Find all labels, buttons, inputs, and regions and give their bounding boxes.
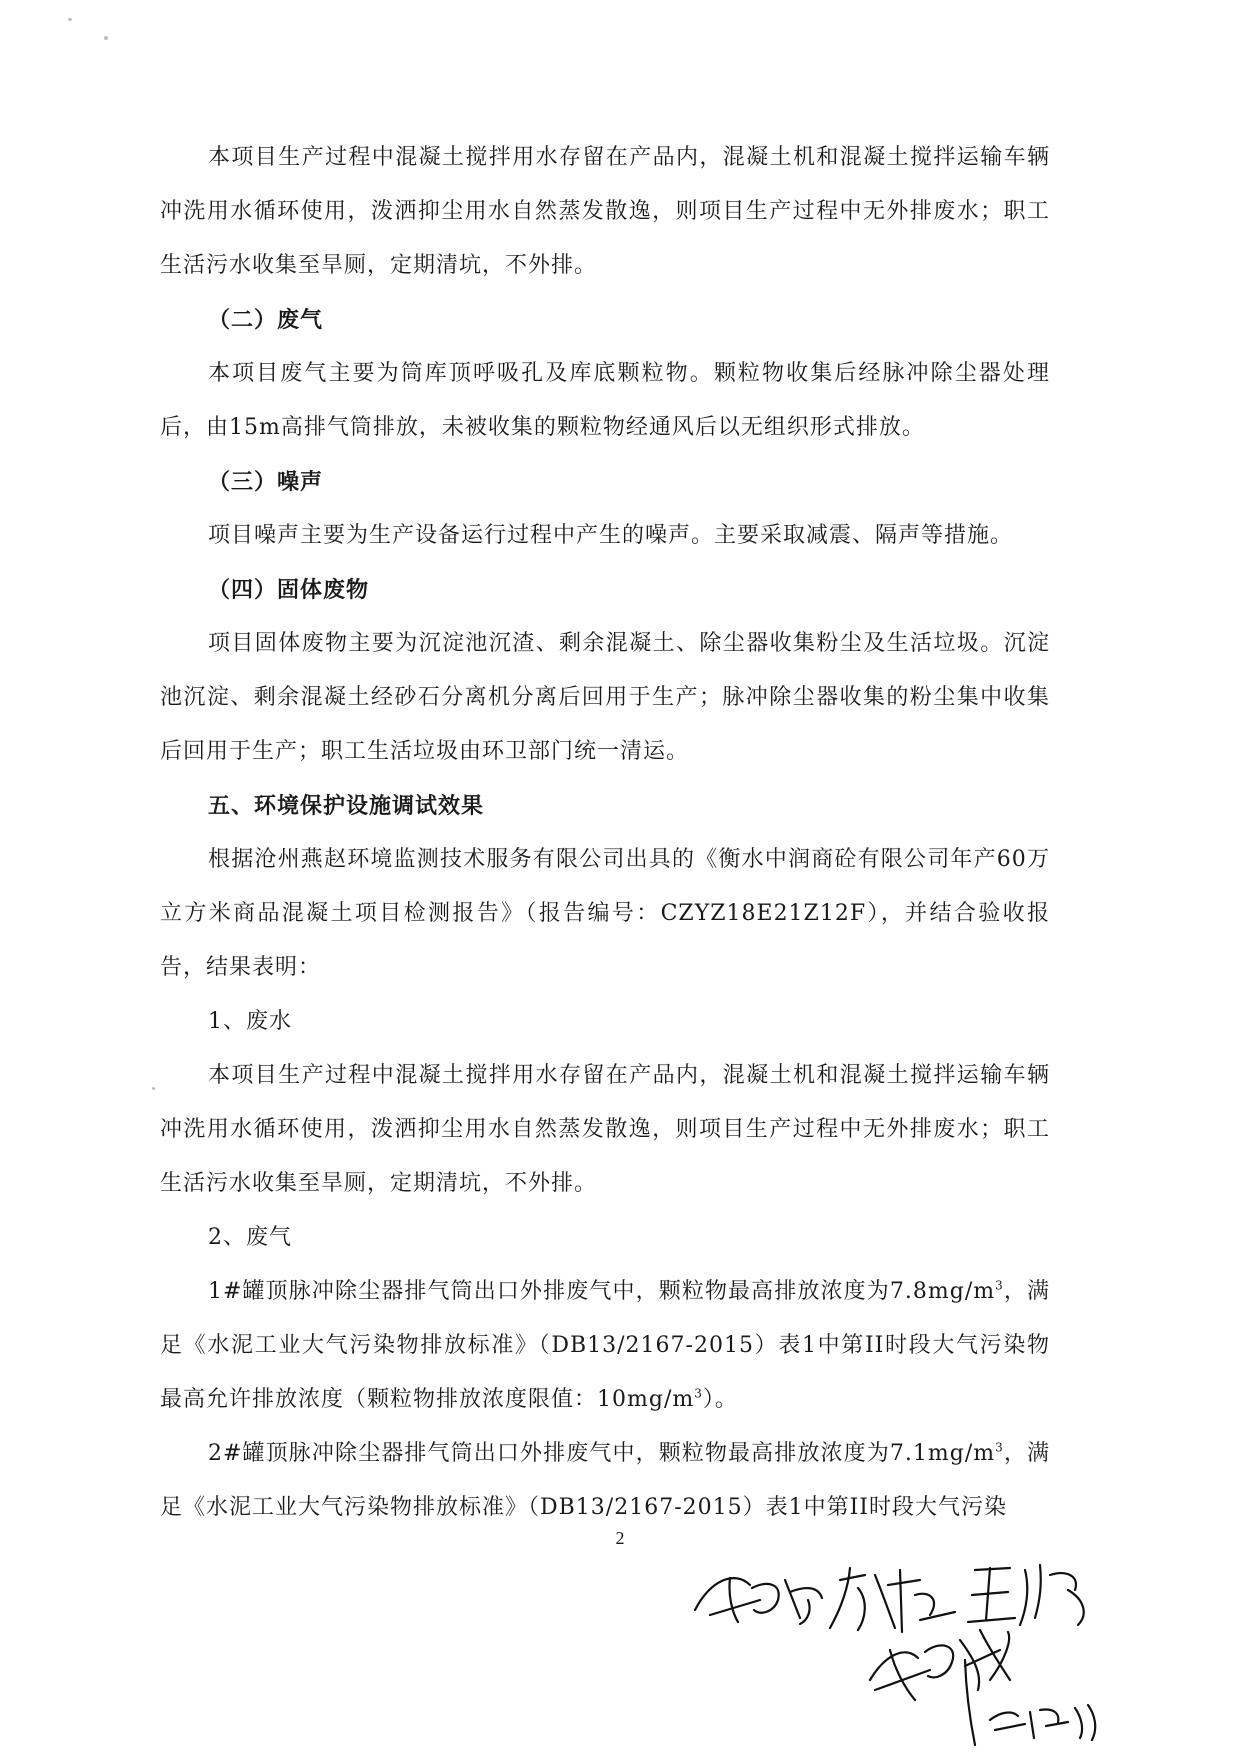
emission-1-tail: ）。 bbox=[702, 1387, 738, 1412]
signature-1 bbox=[695, 1578, 822, 1624]
paragraph-emission-2 bbox=[160, 1427, 1050, 1535]
paragraph-wastewater-summary: 本项目生产过程中混凝土搅拌用水存留在产品内，混凝土机和混凝土搅拌运输车辆冲洗用水循环使用，泼洒抑尘用水自然蒸发散逸，则项目生产过程中无外排废水；职工生活污水收集至旱厕，定期清坑，不外排。 bbox=[160, 145, 1050, 278]
heading-noise: （三）噪声 bbox=[208, 469, 324, 495]
signature-4 bbox=[870, 1630, 1010, 1700]
scan-speck bbox=[104, 36, 108, 40]
paragraph-solid-waste: 项目固体废物主要为沉淀池沉渣、剩余混凝土、除尘器收集粉尘及生活垃圾。沉淀池沉淀、剩余混凝土经砂石分离机分离后回用于生产；脉冲除尘器收集的粉尘集中收集后回用于生产；职工生活垃圾由环卫部门统一清运。 bbox=[160, 631, 1050, 764]
emission-1-unit-sup: 3 bbox=[995, 1278, 1004, 1293]
emission-2-lead: 2#罐顶脉冲除尘器排气筒出口外排废气中，颗粒物最高排放浓度为7.1mg/m bbox=[208, 1441, 996, 1466]
paragraph-wastewater-result: 本项目生产过程中混凝土搅拌用水存留在产品内，混凝土机和混凝土搅拌运输车辆冲洗用水循环使用，泼洒抑尘用水自然蒸发散逸，则项目生产过程中无外排废水；职工生活污水收集至旱厕，定期清坑，不外排。 bbox=[160, 1063, 1050, 1196]
scan-speck bbox=[68, 18, 72, 21]
heading-solid-waste: （四）固体废物 bbox=[208, 577, 370, 603]
paragraph-emission-1 bbox=[160, 1265, 1050, 1427]
paragraph-report-basis: 根据沧州燕赵环境监测技术服务有限公司出具的《衡水中润商砼有限公司年产60万立方米商品混凝土项目检测报告》（报告编号：CZYZ18E21Z12F），并结合验收报告，结果表明： bbox=[160, 847, 1050, 980]
paragraph-exhaust-gas: 本项目废气主要为筒库顶呼吸孔及库底颗粒物。颗粒物收集后经脉冲除尘器处理后，由15m高排气筒排放，未被收集的颗粒物经通风后以无组织形式排放。 bbox=[160, 361, 1050, 440]
handwritten-signatures bbox=[690, 1540, 1230, 1750]
emission-1-limit-sup: 3 bbox=[694, 1386, 703, 1401]
signature-2 bbox=[830, 1568, 955, 1632]
scan-speck bbox=[152, 1087, 155, 1090]
emission-1-lead: 1#罐顶脉冲除尘器排气筒出口外排废气中，颗粒物最高排放浓度为7.8mg/m bbox=[208, 1279, 996, 1304]
subheading-wastewater: 1、废水 bbox=[208, 1009, 292, 1034]
emission-1-mid: ，满足《水泥工业大气污染物排放标准》（DB13/2167-2015）表1中第II时段大气污染物最高允许排放浓度（颗粒物排放浓度限值：10mg/m bbox=[160, 1279, 1050, 1412]
signature-block bbox=[690, 1540, 1230, 1750]
subheading-exhaust: 2、废气 bbox=[208, 1225, 292, 1250]
paragraph-noise: 项目噪声主要为生产设备运行过程中产生的噪声。主要采取减震、隔声等措施。 bbox=[208, 523, 1014, 548]
signature-5 bbox=[965, 1660, 1095, 1745]
signature-3 bbox=[968, 1565, 1084, 1625]
heading-exhaust-gas: （二）废气 bbox=[208, 307, 324, 333]
heading-section-five: 五、环境保护设施调试效果 bbox=[208, 793, 485, 819]
emission-2-unit-sup: 3 bbox=[995, 1440, 1004, 1455]
document-body bbox=[160, 131, 1050, 1535]
page-number: 2 bbox=[615, 1528, 625, 1548]
emission-2-tail: ，满足《水泥工业大气污染物排放标准》（DB13/2167-2015）表1中第II时段大气污染 bbox=[160, 1441, 1050, 1520]
